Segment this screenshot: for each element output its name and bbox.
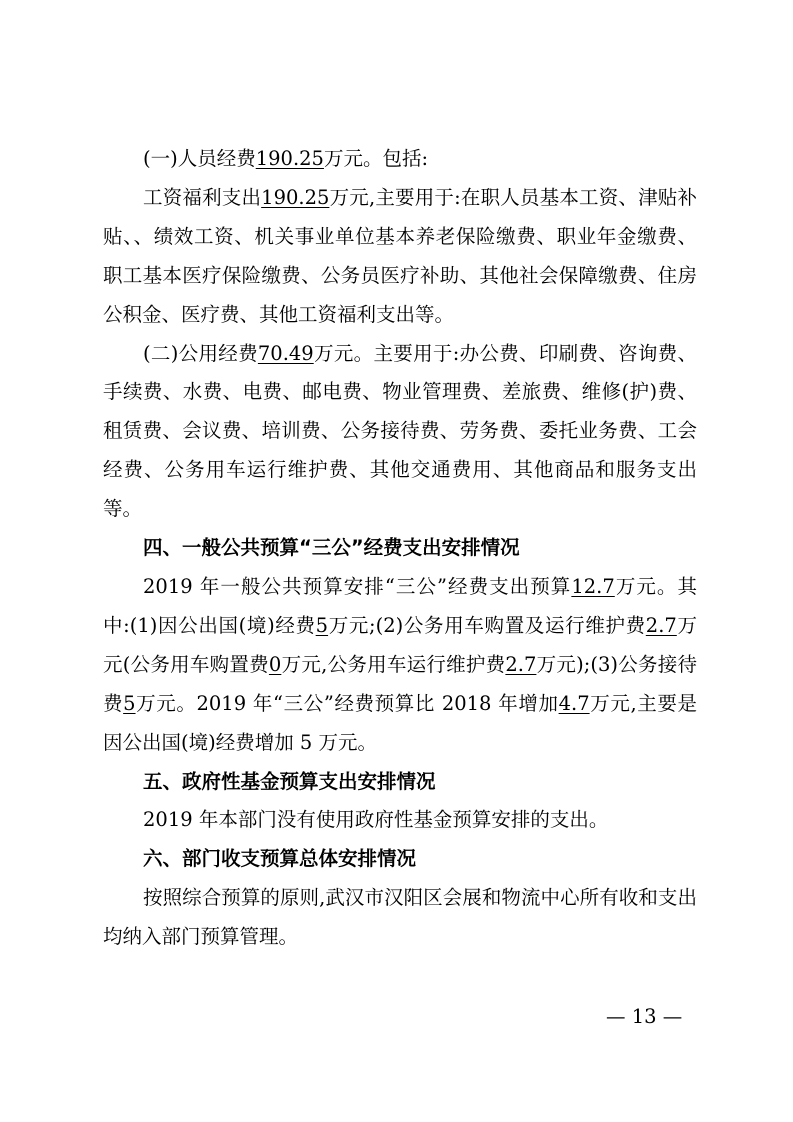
document-body: [103, 140, 697, 957]
vehicle-maintenance-amount: 2.7: [505, 652, 537, 676]
personnel-expense-paragraph: (一)人员经费190.25万元。包括:: [143, 147, 429, 170]
three-public-expense-paragraph: 2019 年一般公共预算安排“三公”经费支出预算12.7万元。其中:(1)因公出国(境)经费5万元;(2)公务用车购置及运行维护费2.7万元(公务用车购置费0万元,公务用车运行维护费2.7万元);(3)公务接待费5万元。2019 年“三公”经费预算比 2018 年增加4.7万元,主要是因公出国(境)经费增加 5 万元。: [103, 574, 698, 754]
overall-budget-paragraph: 按照综合预算的原则,武汉市汉阳区会展和物流中心所有收和支出均纳入部门预算管理。: [103, 886, 697, 949]
increase-amount: 4.7: [558, 691, 590, 715]
salary-welfare-amount: 190.25: [261, 185, 330, 209]
vehicle-expense-amount: 2.7: [645, 613, 677, 637]
public-expense-amount: 70.49: [257, 341, 314, 365]
government-fund-paragraph: 2019 年本部门没有使用政府性基金预算安排的支出。: [143, 808, 609, 832]
page-number: — 13 —: [606, 1005, 683, 1028]
section-heading-5: 五、政府性基金预算支出安排情况: [143, 769, 436, 793]
vehicle-purchase-amount: 0: [268, 652, 282, 676]
three-public-total-amount: 12.7: [571, 574, 615, 598]
salary-welfare-paragraph: 工资福利支出190.25万元,主要用于:在职人员基本工资、津贴补贴、、绩效工资、机关事业单位基本养老保险缴费、职业年金缴费、职工基本医疗保险缴费、公务员医疗补助、其他社会保障缴费、住房公积金、医疗费、其他工资福利支出等。: [103, 185, 697, 326]
overseas-travel-amount: 5: [315, 613, 329, 637]
section-heading-6: 六、部门收支预算总体安排情况: [143, 847, 417, 871]
public-expense-paragraph: (二)公用经费70.49万元。主要用于:办公费、印刷费、咨询费、手续费、水费、电费、邮电费、物业管理费、差旅费、维修(护)费、租赁费、会议费、培训费、公务接待费、劳务费、委托业务费、工会经费、公务用车运行维护费、其他交通费用、其他商品和服务支出等。: [103, 341, 697, 521]
section-heading-4: 四、一般公共预算“三公”经费支出安排情况: [143, 536, 520, 560]
personnel-expense-amount: 190.25: [255, 147, 324, 170]
reception-amount: 5: [123, 691, 136, 715]
